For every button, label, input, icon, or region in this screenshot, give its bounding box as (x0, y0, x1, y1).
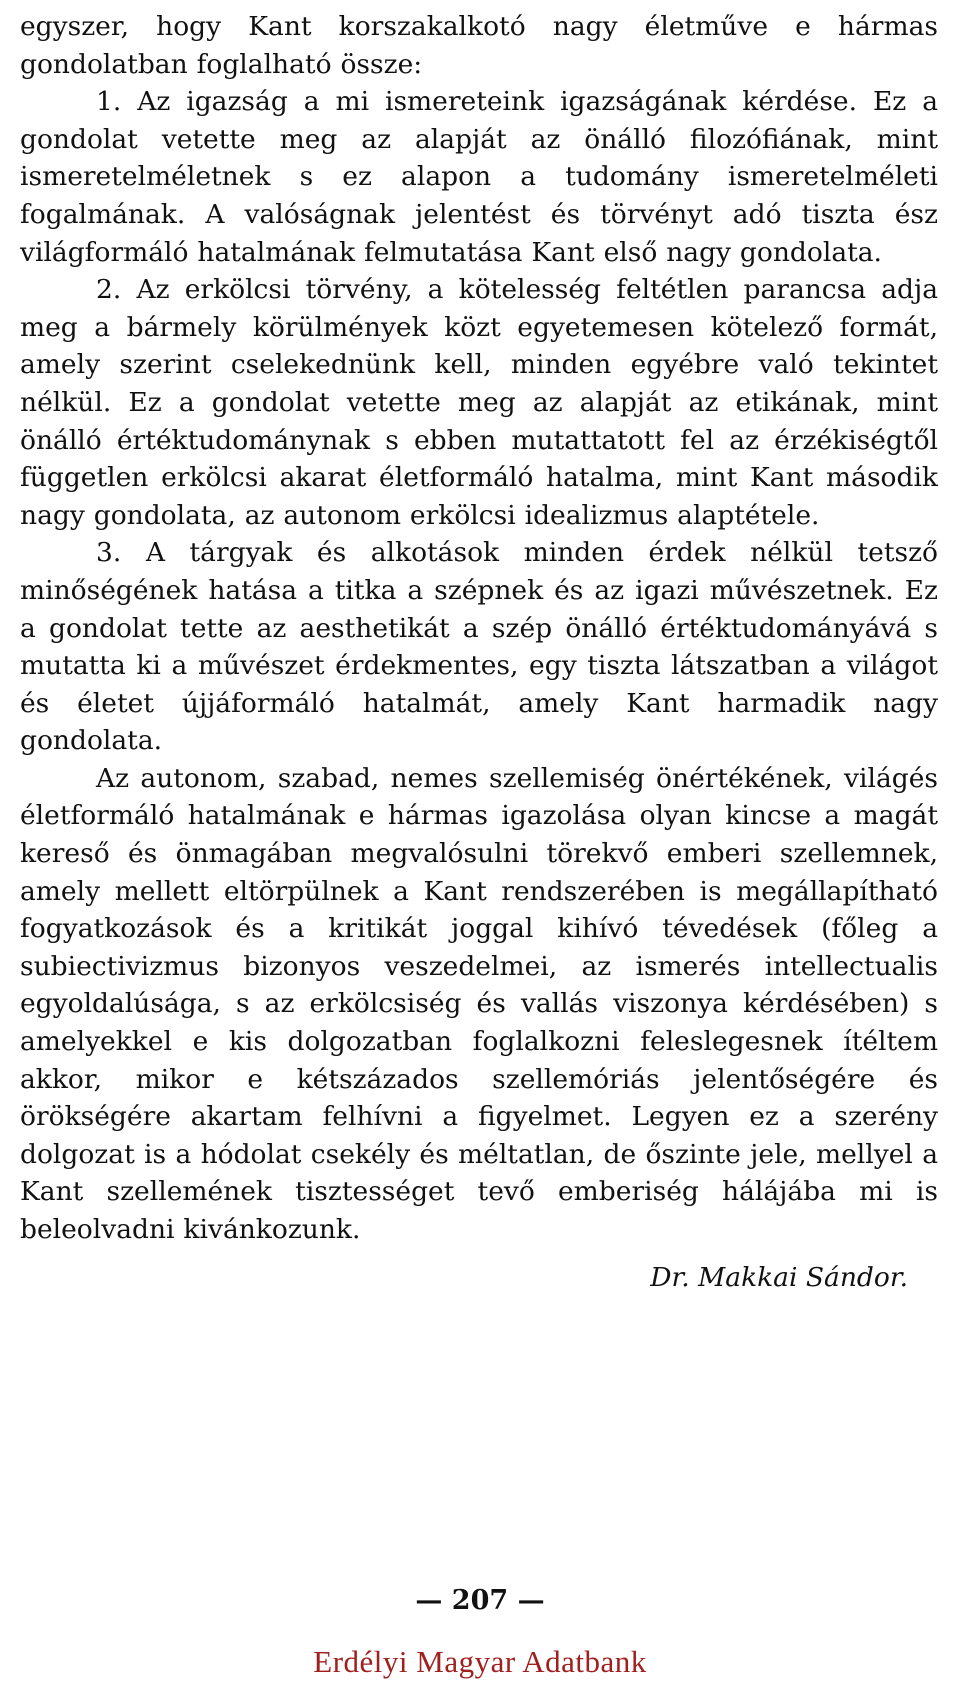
paragraph-point-3: 3. A tárgyak és alkotások minden érdek nélkül tetsző minőségének hatása a titka a szépnek és az igazi művészetnek. Ez a gondolat tette az aesthetikát a szép önálló értéktudományává s mutatta ki a művészet érdekmentes, egy tiszta látszatban a világot és életet újjáformáló hatalmát, amely Kant harmadik nagy gondolata. (20, 537, 938, 757)
page-number: — 207 — (415, 1585, 545, 1616)
body-text (20, 8, 938, 1249)
document-page (20, 8, 938, 1296)
paragraph-conclusion: Az autonom, szabad, nemes szellemiség önértékének, világés életformáló hatalmának e hármas igazolása olyan kincse a magát kereső és önmagában megvalósulni törekvő emberi szellemnek, amely mellett eltörpülnek a Kant rendszerében is megállapítható fogyatkozások és a kritikát joggal kihívó tévedések (főleg a subiectivizmus bizonyos veszedelmei, az ismerés intellectualis egyoldalúsága, s az erkölcsiség és vallás viszonya kérdésében) s amelyekkel e kis dolgozatban foglalkozni feleslegesnek ítéltem akkor, mikor e kétszázados szellemóriás jelentőségére és örökségére akartam felhívni a figyelmet. Legyen ez a szerény dolgozat is a hódolat csekély és méltatlan, de őszinte jele, mellyel a Kant szellemének tisztességet tevő emberiség hálájába mi is beleolvadni kivánkozunk. (20, 762, 938, 1245)
paragraph-intro: egyszer, hogy Kant korszakalkotó nagy életműve e hármas gondolatban foglalható össze: (20, 11, 938, 80)
watermark-text: Erdélyi Magyar Adatbank (313, 1644, 647, 1679)
author-signature: Dr. Makkai Sándor. (650, 1261, 908, 1293)
paragraph-point-2: 2. Az erkölcsi törvény, a kötelesség feltétlen parancsa adja meg a bármely körülmények közt egyetemesen kötelező formát, amely szerint cselekednünk kell, minden egyébre való tekintet nélkül. Ez a gondolat vetette meg az alapját az etikának, mint önálló értéktudománynak s ebben mutattatott fel az érzékiségtől független erkölcsi akarat életformáló hatalma, mint Kant második nagy gondolata, az autonom erkölcsi idealizmus alaptétele. (20, 274, 938, 531)
paragraph-point-1: 1. Az igazság a mi ismereteink igazságának kérdése. Ez a gondolat vetette meg az alapját az önálló filozófiának, mint ismeretelméletnek s ez alapon a tudomány ismeretelméleti fogalmának. A valóságnak jelentést és törvényt adó tiszta ész világformáló hatalmának felmutatása Kant első nagy gondolata. (20, 86, 938, 268)
